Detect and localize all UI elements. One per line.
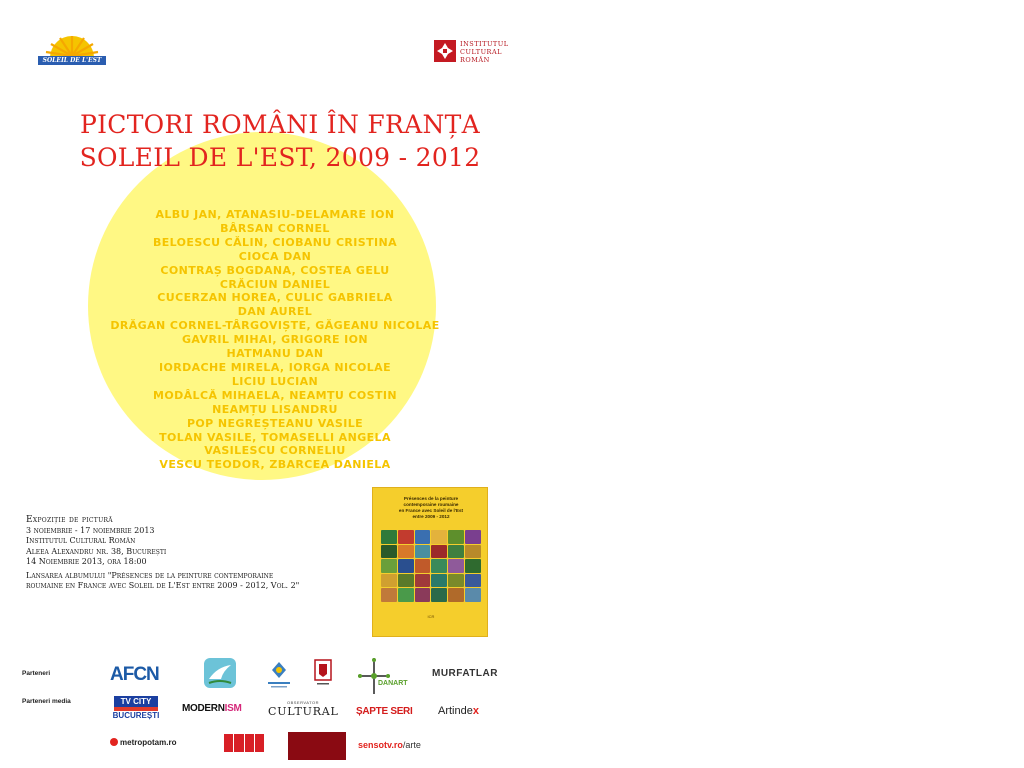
observator-cultural-logo — [268, 700, 338, 718]
danart-compass-icon — [356, 656, 420, 696]
title-line-1: PICTORI ROMÂNI ÎN FRANȚA — [79, 110, 481, 139]
artist-line: IORDACHE MIRELA, IORGA NICOLAE — [159, 360, 391, 374]
album-painting-tile — [381, 588, 397, 602]
partner-logo-emblem — [264, 660, 294, 690]
artist-line: VASILESCU CORNELIU — [204, 444, 346, 458]
album-painting-tile — [431, 545, 447, 559]
bird-icon — [203, 657, 237, 689]
artist-line: HATMANU DAN — [226, 347, 324, 361]
artist-line: BÂRSAN CORNEL — [220, 221, 330, 235]
icr-line-2: CULTURAL — [460, 48, 502, 56]
artindex-text-b: x — [472, 705, 479, 717]
artist-line: MODÂLCĂ MIHAELA, NEAMȚU COSTIN — [153, 388, 397, 402]
icr-line-1: INSTITUTUL — [460, 40, 509, 48]
icr-logo — [434, 40, 524, 70]
album-painting-tile — [398, 545, 414, 559]
artist-line: CUCERZAN HOREA, CULIC GABRIELA — [157, 291, 393, 305]
observator-top: OBSERVATOR — [286, 700, 320, 705]
info-heading: Expoziție de pictură — [26, 515, 113, 525]
album-painting-tile — [431, 574, 447, 588]
info-launch-line-2: roumaine en France avec Soleil de L'Est entre 2009 - 2012, Vol. 2" — [26, 581, 300, 590]
album-title-line-3: en France avec Soleil de l'Est — [398, 508, 464, 513]
album-painting-tile — [431, 588, 447, 602]
album-painting-tile — [465, 588, 481, 602]
artist-line: CIOCA DAN — [238, 249, 312, 263]
partner-logo-crest — [312, 658, 334, 688]
album-painting-tile — [465, 559, 481, 573]
album-cover — [372, 487, 488, 637]
album-painting-tile — [415, 545, 431, 559]
artist-line: TOLAN VASILE, TOMASELLI ANGELA — [159, 430, 391, 444]
sensotv-text-b: /arte — [402, 740, 421, 750]
info-address: Aleea Alexandru nr. 38, București — [26, 546, 167, 556]
sapte-seri-logo: ȘAPTE SERI — [356, 706, 413, 717]
album-painting-tile — [465, 574, 481, 588]
dark-red-logo — [288, 732, 346, 760]
album-painting-tile — [415, 559, 431, 573]
album-painting-tile — [398, 588, 414, 602]
observator-main: CULTURAL — [268, 705, 339, 718]
album-painting-tile — [431, 530, 447, 544]
metropotam-text: metropotam.ro — [120, 738, 177, 747]
red-tiles-logo — [224, 734, 264, 752]
artist-line: CONTRAȘ BOGDANA, COSTEA GELU — [160, 263, 390, 277]
title-line-2: SOLEIL DE L'EST, 2009 - 2012 — [79, 143, 481, 172]
murfatlar-logo: MURFATLAR — [432, 668, 498, 679]
artist-line: ALBU JAN, ATANASIU-DELAMARE ION — [155, 208, 395, 221]
media-partners-label: Parteneri media — [22, 698, 71, 705]
poster-title — [40, 108, 520, 174]
crest-icon — [312, 658, 334, 688]
soleil-de-lest-logo — [36, 34, 108, 70]
album-painting-tile — [448, 588, 464, 602]
album-painting-tile — [431, 559, 447, 573]
album-painting-tile — [381, 545, 397, 559]
album-painting-tile — [465, 545, 481, 559]
info-launch-line-1: Lansarea albumului "Présences de la peinture contemporaine — [26, 570, 274, 580]
album-painting-tile — [398, 574, 414, 588]
album-painting-tile — [415, 588, 431, 602]
artist-line: CRĂCIUN DANIEL — [219, 277, 331, 291]
album-painting-tile — [381, 530, 397, 544]
metropotam-dot-icon — [110, 738, 118, 746]
artist-line: POP NEGREȘTEANU VASILE — [186, 416, 364, 430]
album-title-line-2: contemporaine roumaine — [403, 502, 459, 507]
artist-line: VESCU TEODOR, ZBARCEA DANIELA — [159, 458, 391, 472]
album-painting-grid — [381, 530, 481, 602]
soleil-logo-text: SOLEIL DE L'EST — [38, 56, 106, 65]
tvcity-logo — [110, 696, 162, 724]
icr-cross-icon — [434, 40, 456, 62]
album-title-line-4: entre 2009 - 2012 — [412, 514, 450, 519]
tvcity-top: TV CITY — [114, 696, 158, 707]
artist-line: NEAMȚU LISANDRU — [212, 402, 338, 416]
artist-list — [90, 208, 460, 472]
sensotv-text-a: sensotv.ro — [358, 740, 403, 750]
album-painting-tile — [448, 574, 464, 588]
info-dates: 3 noiembrie - 17 noiembrie 2013 — [26, 525, 155, 535]
album-painting-tile — [415, 530, 431, 544]
icr-line-3: ROMÂN — [460, 56, 490, 64]
modernism-logo — [182, 703, 242, 714]
danart-logo — [356, 656, 420, 696]
bird-partner-logo — [203, 657, 237, 689]
artist-line: BELOESCU CĂLIN, CIOBANU CRISTINA — [152, 235, 398, 249]
album-painting-tile — [415, 574, 431, 588]
artist-line: LICIU LUCIAN — [231, 374, 319, 388]
info-venue: Institutul Cultural Român — [26, 536, 136, 545]
album-painting-tile — [381, 559, 397, 573]
artist-line: GAVRIL MIHAI, GRIGORE ION — [181, 333, 368, 347]
artindex-logo — [438, 705, 479, 717]
modernism-text-b: ISM — [224, 703, 242, 714]
album-painting-tile — [398, 559, 414, 573]
metropotam-logo — [110, 738, 176, 747]
emblem-icon — [264, 660, 294, 690]
album-painting-tile — [448, 545, 464, 559]
afcn-logo: AFCN — [110, 664, 159, 685]
album-painting-tile — [448, 559, 464, 573]
partners-label: Parteneri — [22, 670, 51, 677]
album-painting-tile — [381, 574, 397, 588]
album-title — [379, 496, 483, 520]
artist-line: DRĂGAN CORNEL-TÂRGOVIȘTE, GĂGEANU NICOLAE — [110, 319, 440, 333]
album-painting-tile — [465, 530, 481, 544]
exhibition-info — [26, 515, 386, 592]
album-painting-tile — [448, 530, 464, 544]
info-launch-time: 14 Noiembrie 2013, ora 18:00 — [26, 557, 147, 566]
album-title-line-1: Présences de la peinture — [403, 496, 459, 501]
danart-text: DANART — [378, 680, 408, 687]
album-publisher-logo: ICR — [427, 614, 435, 619]
artindex-text-a: Artinde — [438, 705, 473, 717]
modernism-text-a: MODERN — [182, 703, 225, 714]
artist-line: DAN AUREL — [237, 305, 313, 319]
album-painting-tile — [398, 530, 414, 544]
sensotv-logo — [358, 740, 421, 750]
tvcity-bottom: BUCUREȘTI — [112, 711, 160, 720]
